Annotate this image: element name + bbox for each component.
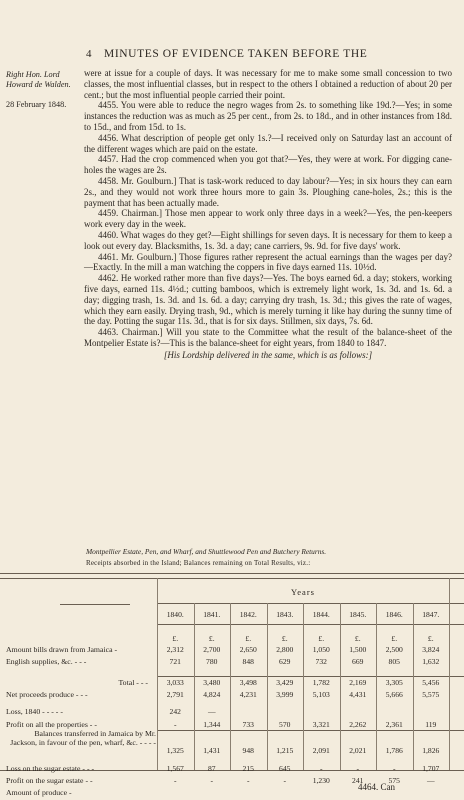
paragraph: 4456. What description of people get only 1s.?—I received only on Saturday last an account of the different wages which are paid on the estate. [84, 132, 452, 154]
table-cell: 1,500 [349, 645, 367, 654]
currency-symbol: £. [245, 634, 252, 643]
year-header: 1841. [203, 610, 221, 619]
table-cell: 3,305 [385, 678, 403, 687]
table-cell: 1,344 [203, 720, 221, 729]
table-cell: 721 [169, 657, 181, 666]
table-cell: 1,050 [312, 645, 330, 654]
row-label: Balances transferred in Jamaica by Mr. Jackson, in favour of the pen, wharf, &c. - - - - [10, 729, 156, 747]
delivered-note: [His Lordship delivered in the same, which is as follows:] [163, 349, 373, 360]
row-label: Loss on the sugar estate - - - [6, 764, 95, 773]
table-cell: 1,707 [422, 764, 440, 773]
row-label: Loss, 1840 - - - - - [6, 707, 63, 716]
evidence-text [84, 68, 452, 361]
table-rule [0, 573, 464, 574]
table-cell: 2,021 [349, 746, 367, 755]
year-header: 1845. [349, 610, 367, 619]
years-heading: Years [291, 587, 315, 597]
paragraph: 4463. Chairman.] Will you state to the Committee what the result of the balance-sheet of the Montpelier Estate is?—This is the balance-sheet for eight years, from 1840 to 1847. [84, 327, 452, 348]
table-cell: - [283, 776, 287, 785]
table-cell: 645 [279, 764, 291, 773]
table-cell: 4,431 [349, 690, 367, 699]
table-cell: 4,231 [239, 690, 257, 699]
year-header: 1844. [312, 610, 330, 619]
table-cell: 3,429 [276, 678, 294, 687]
currency-symbol: £. [208, 634, 215, 643]
table-cell: 2,500 [385, 645, 403, 654]
currency-symbol: £. [172, 634, 179, 643]
row-label: Profit on all the properties - - [6, 720, 97, 729]
table-cell: - [173, 776, 177, 785]
table-rule [0, 578, 464, 579]
table-cell: 87 [207, 764, 216, 773]
table-cell: 1,826 [422, 746, 440, 755]
margin-date: 28 February 1848. [6, 100, 67, 109]
table-cell: 570 [279, 720, 291, 729]
table-cell: 5,456 [422, 678, 440, 687]
table-cell: 1,431 [203, 746, 221, 755]
table-cell: — [426, 776, 435, 785]
row-label: English supplies, &c. - - - [6, 657, 87, 666]
table-cell: 1,567 [166, 764, 184, 773]
table-cell: 2,700 [203, 645, 221, 654]
page-number: 4 [86, 48, 92, 60]
paragraph: 4461. Mr. Goulburn.] Those figures rather represent the actual earnings than the wages per day?—Exactly. In the mill a man watching the coppers in five days earned 11s. 10½d. [84, 251, 452, 273]
table-cell: - [210, 776, 214, 785]
table-cell: 3,033 [166, 678, 184, 687]
produce-label: Amount of produce - [6, 788, 72, 797]
page-title: MINUTES OF EVIDENCE TAKEN BEFORE THE [104, 48, 368, 60]
table-cell: 242 [169, 707, 181, 716]
table-cell: 1,215 [276, 746, 294, 755]
year-header: 1846. [385, 610, 403, 619]
table-column-rule [157, 578, 158, 770]
table-cell: - [356, 764, 360, 773]
table-cell: 1,786 [385, 746, 403, 755]
table-cell: 669 [352, 657, 364, 666]
row-label: Total - - - [118, 678, 148, 687]
table-rule [157, 730, 464, 731]
currency-symbol: £. [427, 634, 434, 643]
table-cell: 3,321 [312, 720, 330, 729]
currency-symbol: £. [354, 634, 361, 643]
margin-witness-line1: Right Hon. Lord [6, 70, 60, 79]
row-label: Profit on the sugar estate - - [6, 776, 93, 785]
table-cell: - [173, 720, 177, 729]
paragraph: 4459. Chairman.] Those men appear to work only three days in a week?—Yes, the pen-keepers work every day in the week. [84, 208, 452, 230]
table-cell: 848 [242, 657, 254, 666]
margin-witness-line2: Howard de Walden. [6, 80, 71, 89]
catchword: 4464. Can [358, 782, 395, 792]
table-subcaption: Receipts absorbed in the Island; Balances remaining on Total Results, viz.: [86, 559, 311, 567]
table-caption: Montpellier Estate, Pen, and Wharf, and Shuttlewood Pen and Butchery Returns. [86, 547, 327, 556]
table-cell: 2,091 [312, 746, 330, 755]
currency-symbol: £. [391, 634, 398, 643]
table-cell: 575 [388, 776, 400, 785]
table-cell: 2,361 [385, 720, 403, 729]
table-cell: 4,824 [203, 690, 221, 699]
table-cell: 5,103 [312, 690, 330, 699]
table-cell: 780 [206, 657, 218, 666]
table-cell: 3,824 [422, 645, 440, 654]
table-cell: 3,999 [276, 690, 294, 699]
table-cell: 1,325 [166, 746, 184, 755]
row-label: Net proceeds produce - - - [6, 690, 88, 699]
table-cell: 805 [388, 657, 400, 666]
table-cell: 1,632 [422, 657, 440, 666]
table-cell: 629 [279, 657, 291, 666]
table-cell: 2,312 [166, 645, 184, 654]
table-cell: 2,650 [239, 645, 257, 654]
table-cell: 5,575 [422, 690, 440, 699]
row-label: Amount bills drawn from Jamaica - [6, 645, 118, 654]
table-column-rule [449, 578, 450, 770]
table-rule [157, 624, 464, 625]
year-header: 1842. [239, 610, 257, 619]
table-cell: 3,480 [203, 678, 221, 687]
table-cell: 2,262 [349, 720, 367, 729]
table-rule [157, 603, 464, 604]
year-header: 1847. [422, 610, 440, 619]
paragraph: were at issue for a couple of days. It was necessary for me to make some small concession to two classes, the most influential classes, but in respect to the others I obtained a reduction of about 20 per cent.; but the most influential people carried their point. [84, 68, 452, 100]
table-cell: 2,169 [349, 678, 367, 687]
year-header: 1840. [166, 610, 184, 619]
paragraph: 4462. He worked rather more than five days?—Yes. The boys earned 6d. a day; stokers, working five days, earned 11s. 4½d.; cutting bamboos, which is extremely light work, 1s. 3d. and 1s. 6d. a day; digging trash, 1s. 3d. and 1s. 6d. a day; carrying dry trash, 1s. 3d.; this gives the rate of wages, which they earn easily. Drying trash, 9d., which is merely turning it like hay during the sunny time of the day. Potting the sugar 11s. 3d., that is for six days. Stillmen, six days, 7s. 6d. [84, 273, 452, 327]
table-cell: 733 [242, 720, 254, 729]
paragraph: 4455. You were able to reduce the negro wages from 2s. to something like 19d.?—Yes; in some instances the reduction was as much as 25 per cent., from 2s. to 18d., and in other instances from 18d. to 15d., and from 15d. to 1s. [84, 100, 452, 132]
table-cell: 2,800 [276, 645, 294, 654]
table-cell: 5,666 [385, 690, 403, 699]
table-cell: — [207, 707, 216, 716]
table-cell: - [392, 764, 396, 773]
table-cell: 241 [352, 776, 364, 785]
table-cell: 2,791 [166, 690, 184, 699]
currency-symbol: £. [318, 634, 325, 643]
table-cell: - [319, 764, 323, 773]
paragraph: 4460. What wages do they get?—Eight shillings for seven days. It is necessary for them to keep a look out every day. Blacksmiths, 1s. 3d. a day; cane carriers, 9s. 9d. for five days' work. [84, 229, 452, 251]
table-cell: 215 [242, 764, 254, 773]
page-header [0, 48, 464, 62]
paragraph: 4457. Had the crop commenced when you got that?—Yes, they were at work. For digging cane-holes the wages are 2s. [84, 154, 452, 176]
paragraph: 4458. Mr. Goulburn.] That is task-work reduced to day labour?—Yes; in six hours they can earn 2s., and they would not work three hours more to gain 3s. Ploughing cane-holes, 2s.; this is the payment that has been actually made. [84, 175, 452, 208]
table-cell: 948 [242, 746, 254, 755]
table-cell: 732 [315, 657, 327, 666]
table-cell: 1,782 [312, 678, 330, 687]
table-cell: 1,230 [312, 776, 330, 785]
table-rule [157, 676, 464, 677]
table-cell: - [246, 776, 250, 785]
table-cell: 119 [425, 720, 437, 729]
table-cell: 3,498 [239, 678, 257, 687]
year-header: 1843. [276, 610, 294, 619]
currency-symbol: £. [281, 634, 288, 643]
table-rule [60, 604, 130, 605]
